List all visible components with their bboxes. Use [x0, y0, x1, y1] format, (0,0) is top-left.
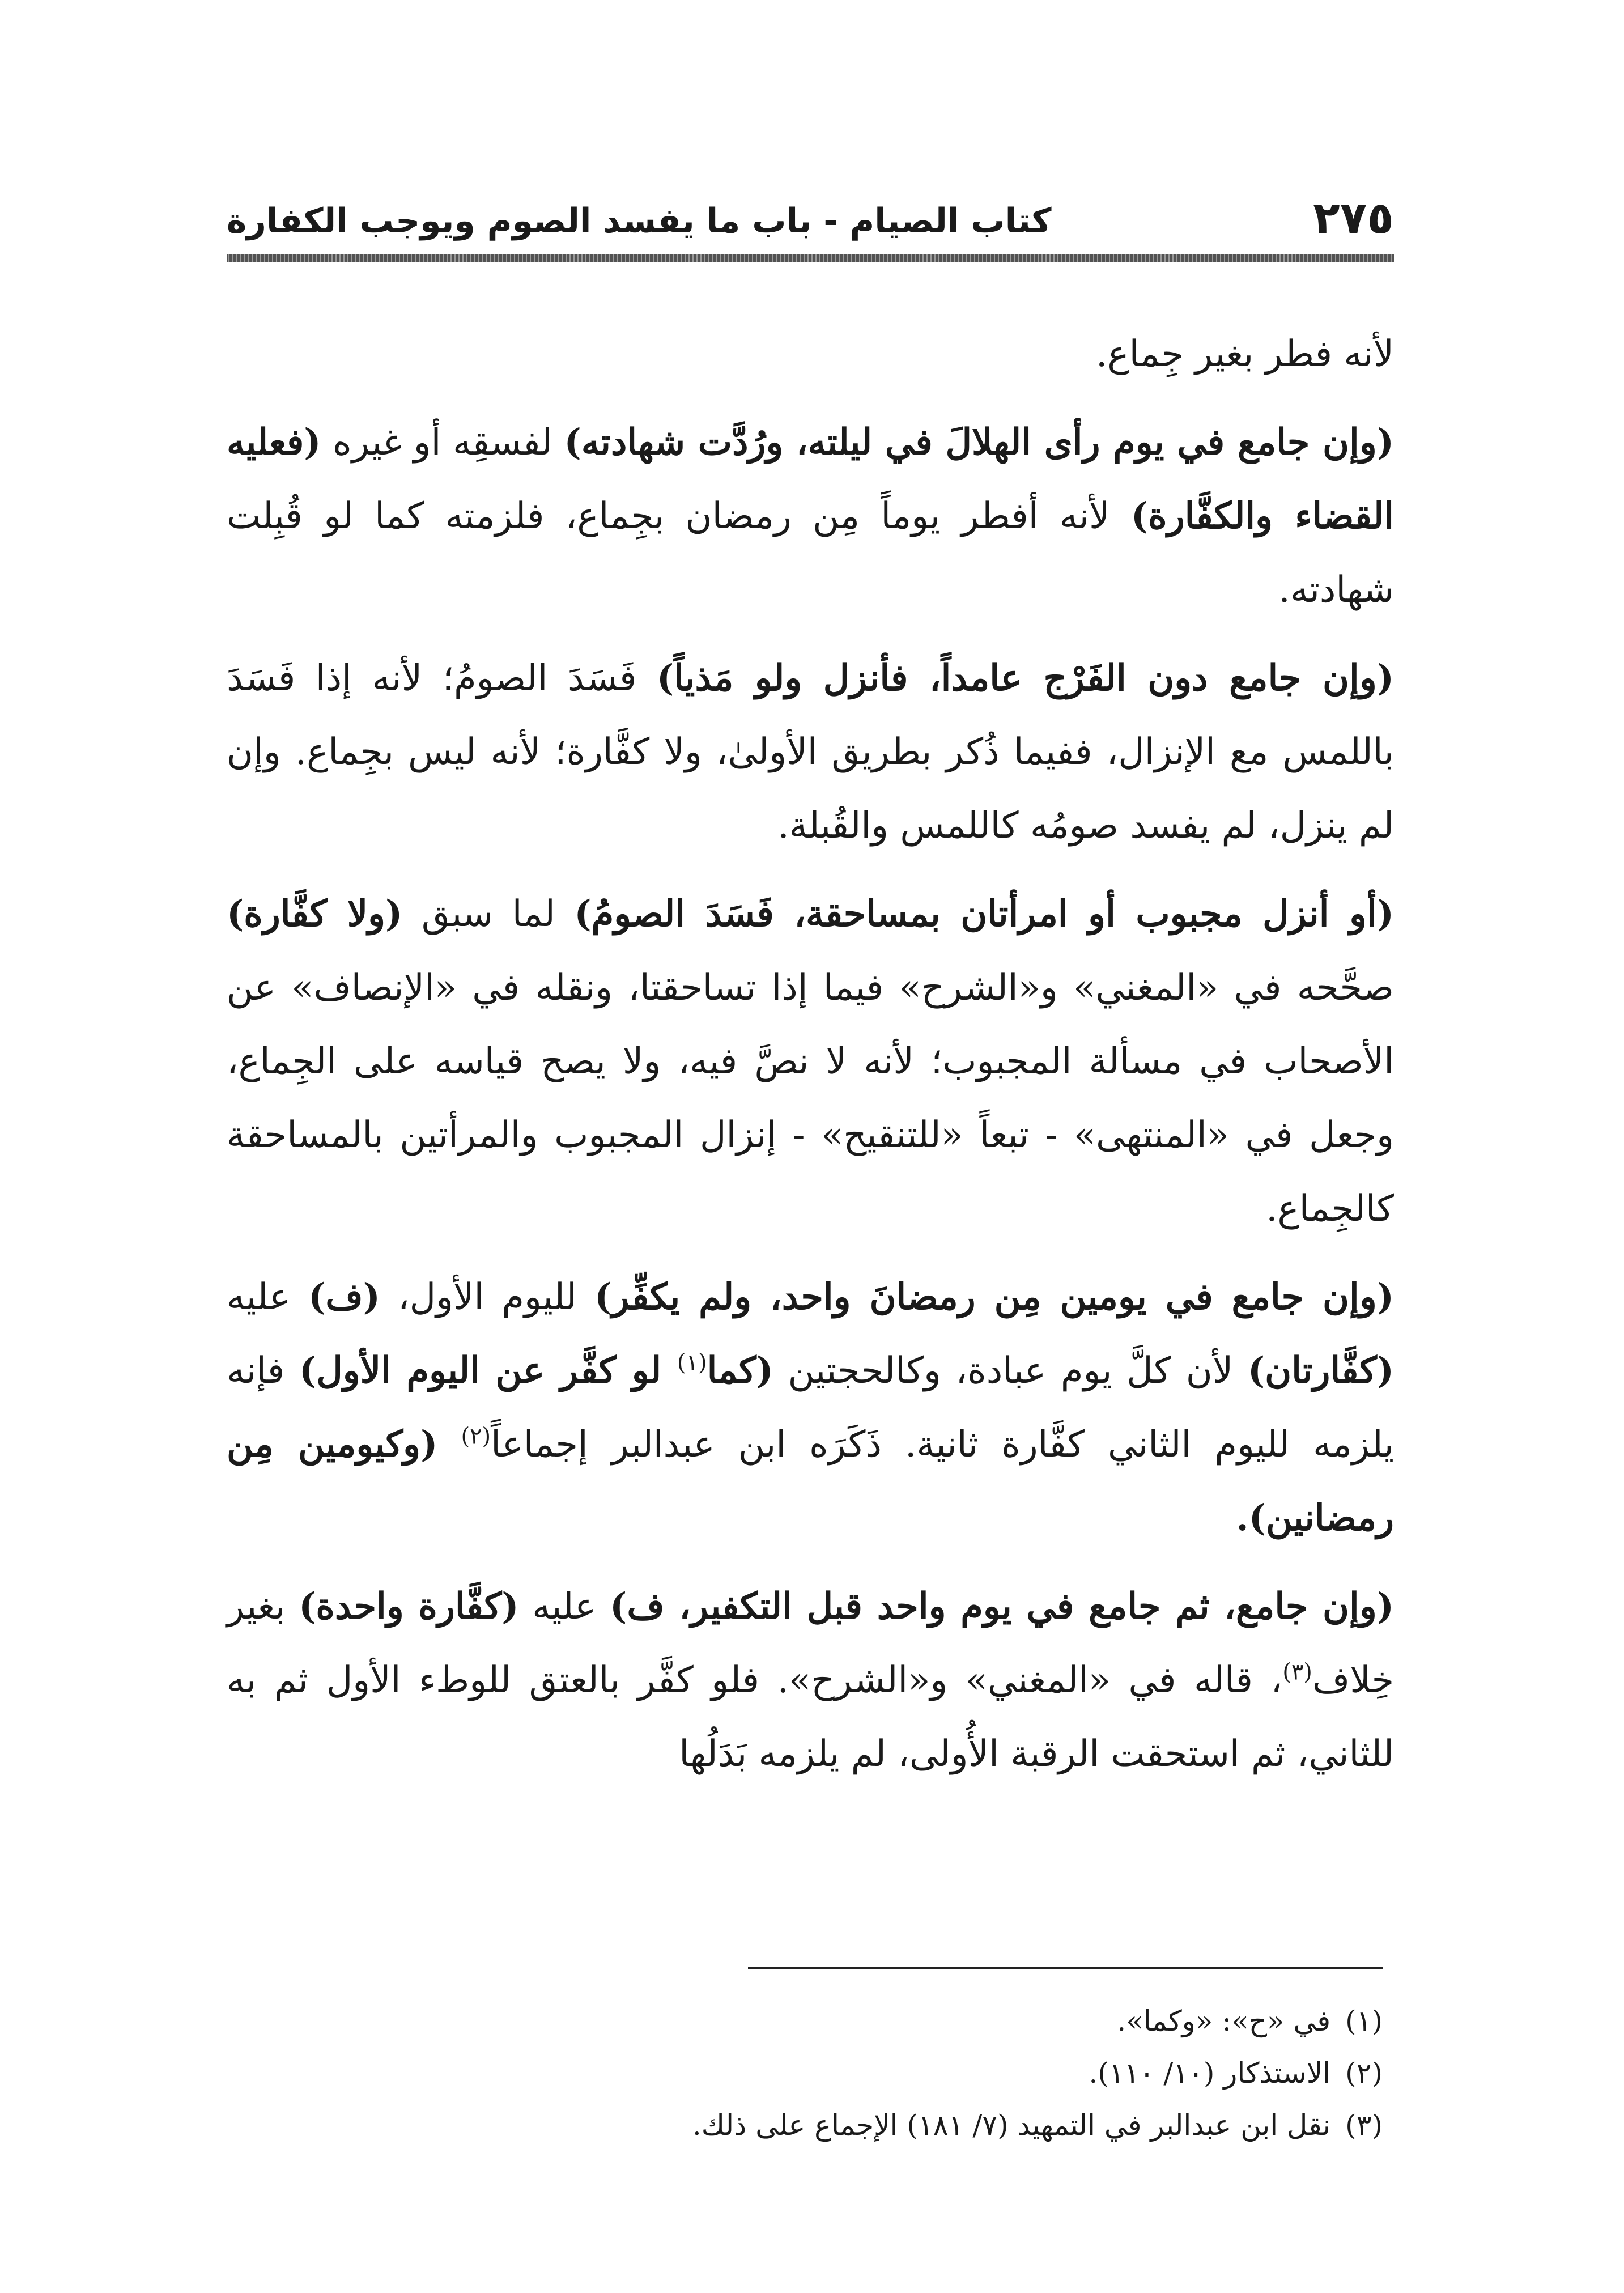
footnote-number: (١) — [1345, 2005, 1383, 2037]
running-title: كتاب الصيام - باب ما يفسد الصوم ويوجب الكفارة — [227, 201, 1052, 241]
paragraph — [227, 1260, 1394, 1555]
paragraph — [227, 877, 1394, 1246]
footnote-text: الاستذكار (١٠/ ١١٠). — [1089, 2057, 1331, 2090]
footnote — [227, 1995, 1383, 2047]
footnote-ref[interactable]: (٣) — [1282, 1659, 1312, 1685]
paragraph — [227, 317, 1394, 391]
sharh-text: ، قاله في «المغني» و«الشرح». فلو كفَّر بالعتق للوطء الأول ثم به للثاني، ثم استحقت الرقبة الأُولى، لم يلزمه بَدَلُها — [227, 1659, 1394, 1775]
footnote-text: في «ح»: «وكما». — [1117, 2005, 1331, 2037]
matn-text: (ولا كفَّارة) — [227, 893, 403, 935]
page-number: ٢٧٥ — [1313, 193, 1394, 244]
footnote-ref[interactable]: (١) — [677, 1349, 707, 1376]
matn-text: (كفَّارة واحدة) — [299, 1585, 519, 1628]
matn-text: (ف) — [308, 1276, 380, 1318]
sharh-text: فإنه يلزمه لليوم الثاني كفَّارة ثانية. ذَكَرَه ابن عبدالبر إجماعاً — [227, 1350, 1395, 1466]
sharh-text: لأنه أفطر يوماً مِن رمضان بجِماع، فلزمته كما لو قُبِلت شهادته. — [227, 495, 1394, 611]
footnote-number: (٢) — [1345, 2057, 1383, 2090]
footnote-divider — [748, 1967, 1383, 1969]
sharh-text: فَسَدَ الصومُ؛ لأنه إذا فَسَدَ باللمس مع الإنزال، ففيما ذُكر بطريق الأولىٰ، ولا كفَّارة؛ لأنه ليس بجِماع. وإن لم ينزل، لم يفسد صومُه كاللمس والقُبلة. — [227, 657, 1394, 847]
matn-text: (وإن جامع في يوم رأى الهلالَ في ليلته، ورُدَّت شهادته) — [564, 421, 1395, 464]
sharh-text — [437, 1424, 461, 1466]
footnote — [227, 2099, 1383, 2151]
paragraph — [227, 1570, 1394, 1791]
footnote-ref[interactable]: (٢) — [461, 1423, 491, 1450]
matn-text: (وكيومين مِن رمضانين). — [227, 1423, 1394, 1539]
sharh-text: لأن كلَّ يوم عبادة، وكالحجتين — [773, 1350, 1248, 1392]
footnote-text: نقل ابن عبدالبر في التمهيد (٧/ ١٨١) الإجماع على ذلك. — [692, 2109, 1331, 2142]
matn-text: (كما — [707, 1349, 773, 1392]
main-text — [227, 317, 1394, 1806]
sharh-text: لأنه فطر بغير جِماع. — [1096, 333, 1394, 375]
footnote-number: (٣) — [1345, 2109, 1383, 2142]
sharh-text: لما سبق — [402, 893, 575, 935]
sharh-text: لليوم الأول، — [380, 1276, 595, 1318]
sharh-text: عليه — [227, 1276, 309, 1318]
footnotes — [227, 1995, 1383, 2151]
matn-text: (وإن جامع، ثم جامع في يوم واحد قبل التكفير، ف) — [610, 1585, 1395, 1628]
matn-text: (أو أنزل مجبوب أو امرأتان بمساحقة، فَسَدَ الصومُ) — [574, 893, 1395, 935]
sharh-text: عليه — [518, 1586, 610, 1628]
matn-text: (وإن جامع دون الفَرْج عامداً، فأنزل ولو مَذياً) — [656, 657, 1395, 699]
page-header — [227, 187, 1394, 255]
matn-text: (وإن جامع في يومين مِن رمضانَ واحد، ولم يكفِّر) — [594, 1276, 1395, 1318]
header-divider — [227, 254, 1394, 262]
footnote — [227, 2047, 1383, 2099]
paragraph — [227, 406, 1394, 627]
sharh-text: صحَّحه في «المغني» و«الشرح» فيما إذا تساحقتا، ونقله في «الإنصاف» عن الأصحاب في مسألة المجبوب؛ لأنه لا نصَّ فيه، ولا يصح قياسه على الجِماع، وجعل في «المنتهى» - تبعاً «للتنقيح» - إنزال المجبوب والمرأتين بالمساحقة كالجِماع. — [227, 967, 1394, 1230]
paragraph — [227, 642, 1394, 863]
sharh-text: بغير خِلاف — [227, 1586, 1394, 1701]
sharh-text: لفسقِه أو غيره — [321, 422, 564, 464]
matn-text: (كفَّارتان) — [1247, 1349, 1395, 1392]
matn-text: (فعليه القضاء والكفَّارة) — [227, 421, 1395, 537]
matn-text: لو كفَّر عن اليوم الأول) — [299, 1349, 677, 1392]
